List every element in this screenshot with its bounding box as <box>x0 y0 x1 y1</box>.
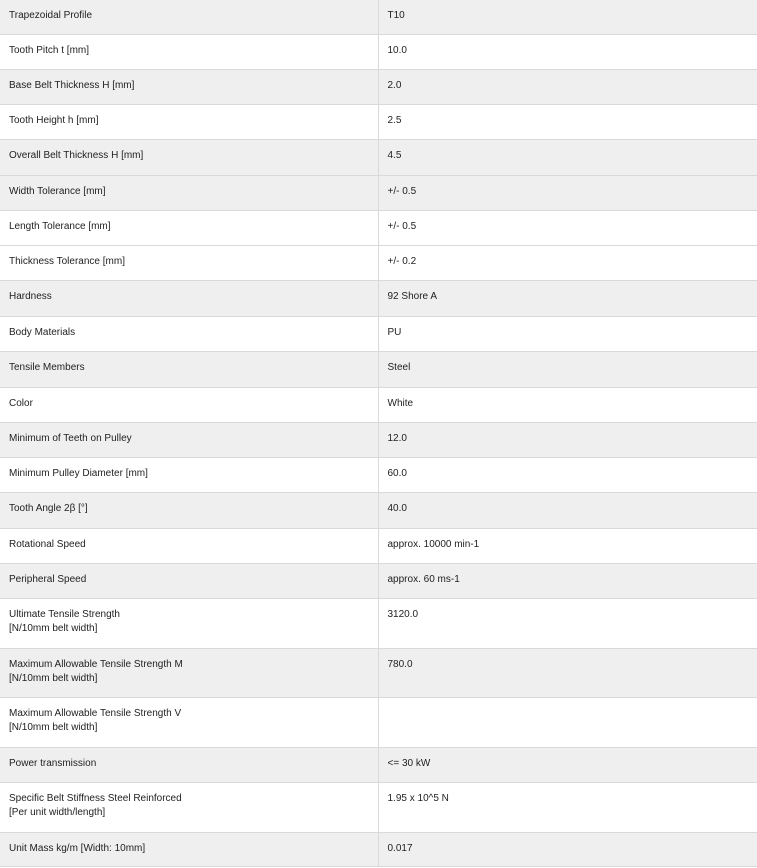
row-value: approx. 10000 min-1 <box>378 528 757 563</box>
row-label: Tooth Pitch t [mm] <box>9 44 90 56</box>
row-value: 92 Shore A <box>378 280 757 316</box>
row-value: PU <box>378 316 757 351</box>
table-row <box>0 175 757 210</box>
row-label-cell <box>0 351 378 387</box>
row-value: T10 <box>378 0 757 34</box>
row-label: Minimum of Teeth on Pulley <box>9 432 132 444</box>
row-label-cell <box>0 563 378 598</box>
row-value: +/- 0.2 <box>378 245 757 280</box>
row-label-cell <box>0 34 378 69</box>
row-value: <= 30 kW <box>378 747 757 782</box>
row-value: 1.95 x 10^5 N <box>378 782 757 832</box>
row-label-cell <box>0 280 378 316</box>
row-label-sub: [N/10mm belt width] <box>9 622 98 634</box>
row-label-cell <box>0 648 378 697</box>
row-label-cell <box>0 0 378 34</box>
row-label-cell <box>0 69 378 104</box>
row-value: 4.5 <box>378 139 757 175</box>
row-label-cell <box>0 492 378 528</box>
row-label-sub: [N/10mm belt width] <box>9 672 98 684</box>
table-row <box>0 387 757 422</box>
row-label-cell <box>0 747 378 782</box>
row-value: 10.0 <box>378 34 757 69</box>
table-row <box>0 245 757 280</box>
table-row <box>0 747 757 782</box>
row-label: Maximum Allowable Tensile Strength V <box>9 707 182 719</box>
row-label-cell <box>0 139 378 175</box>
row-label: Body Materials <box>9 326 76 338</box>
row-value: 780.0 <box>378 648 757 697</box>
table-row <box>0 422 757 457</box>
row-value: 2.5 <box>378 104 757 139</box>
row-label: Maximum Allowable Tensile Strength M <box>9 658 183 670</box>
row-label: Tooth Height h [mm] <box>9 114 99 126</box>
row-value: approx. 60 ms-1 <box>378 563 757 598</box>
row-label: Color <box>9 397 33 409</box>
table-row <box>0 139 757 175</box>
row-label-cell <box>0 832 378 866</box>
table-row <box>0 0 757 34</box>
row-value: 0.017 <box>378 832 757 866</box>
row-value: 2.0 <box>378 69 757 104</box>
row-label-sub: [N/10mm belt width] <box>9 721 98 733</box>
row-label-cell <box>0 175 378 210</box>
row-label: Ultimate Tensile Strength <box>9 608 120 620</box>
table-row <box>0 492 757 528</box>
row-value: 3120.0 <box>378 598 757 648</box>
row-label-cell <box>0 422 378 457</box>
row-label-cell <box>0 457 378 492</box>
row-value: 12.0 <box>378 422 757 457</box>
row-value: Steel <box>378 351 757 387</box>
row-value: White <box>378 387 757 422</box>
table-row <box>0 210 757 245</box>
table-row <box>0 648 757 697</box>
row-label-cell <box>0 387 378 422</box>
table-row <box>0 316 757 351</box>
row-label-cell <box>0 210 378 245</box>
table-row <box>0 104 757 139</box>
row-label: Power transmission <box>9 757 97 769</box>
row-label: Length Tolerance [mm] <box>9 220 111 232</box>
table-row <box>0 457 757 492</box>
table-row <box>0 69 757 104</box>
row-label: Unit Mass kg/m [Width: 10mm] <box>9 842 146 854</box>
row-label: Peripheral Speed <box>9 573 87 585</box>
table-row <box>0 351 757 387</box>
row-label: Specific Belt Stiffness Steel Reinforced <box>9 792 182 804</box>
row-label: Trapezoidal Profile <box>9 10 93 21</box>
row-label-cell <box>0 697 378 747</box>
row-value: +/- 0.5 <box>378 175 757 210</box>
row-label-cell <box>0 598 378 648</box>
table-row <box>0 832 757 866</box>
row-label: Hardness <box>9 290 52 302</box>
table-row <box>0 697 757 747</box>
row-label-cell <box>0 245 378 280</box>
row-label: Rotational Speed <box>9 538 86 550</box>
row-label-sub: [Per unit width/length] <box>9 806 106 818</box>
row-value: +/- 0.5 <box>378 210 757 245</box>
table-row <box>0 528 757 563</box>
row-label-cell <box>0 104 378 139</box>
row-label: Thickness Tolerance [mm] <box>9 255 125 267</box>
row-value: 60.0 <box>378 457 757 492</box>
row-label-cell <box>0 782 378 832</box>
row-label: Tooth Angle 2β [°] <box>9 502 88 514</box>
row-label: Tensile Members <box>9 361 85 373</box>
row-value: 40.0 <box>378 492 757 528</box>
row-label: Minimum Pulley Diameter [mm] <box>9 467 148 479</box>
row-label: Width Tolerance [mm] <box>9 185 106 197</box>
table-row <box>0 34 757 69</box>
table-row <box>0 782 757 832</box>
table-row <box>0 598 757 648</box>
row-label: Overall Belt Thickness H [mm] <box>9 149 144 161</box>
table-row <box>0 280 757 316</box>
row-label-cell <box>0 316 378 351</box>
row-label: Base Belt Thickness H [mm] <box>9 79 135 91</box>
row-value <box>378 697 757 747</box>
table-row <box>0 563 757 598</box>
row-label-cell <box>0 528 378 563</box>
